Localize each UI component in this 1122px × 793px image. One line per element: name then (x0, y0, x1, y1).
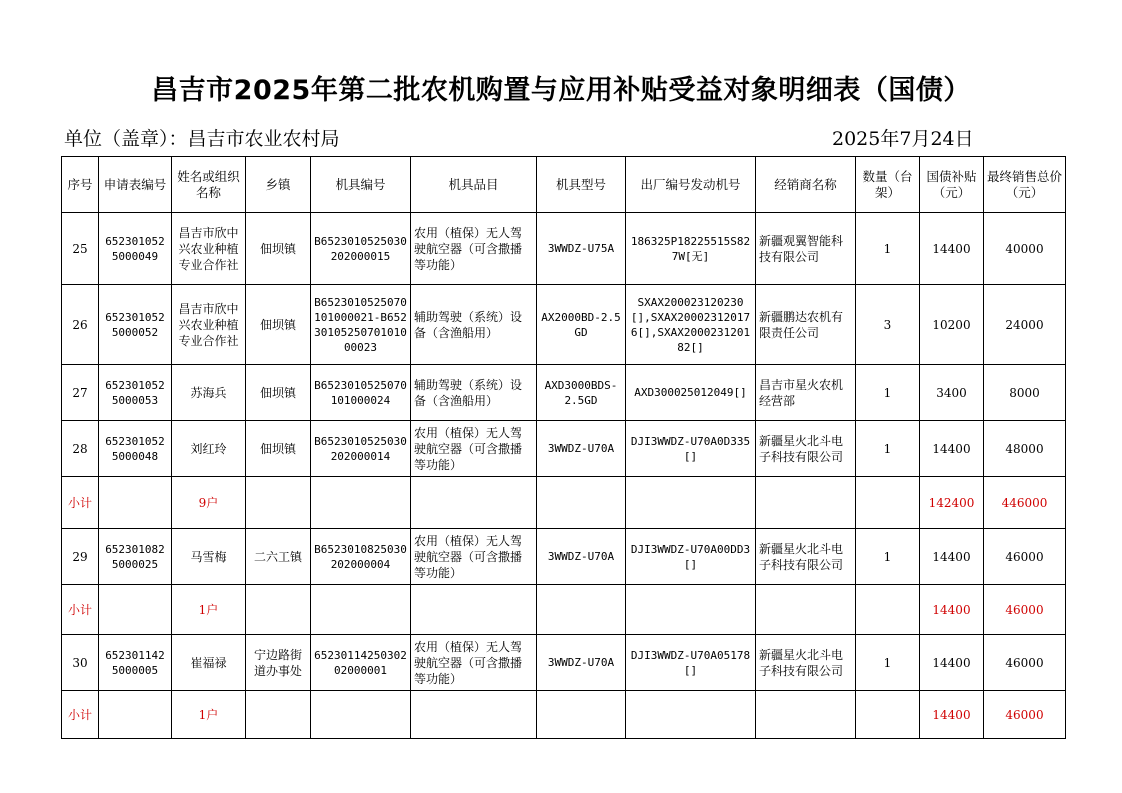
cell-app-no: 6523010525000049 (99, 213, 172, 285)
cell-subsidy: 3400 (920, 365, 984, 421)
empty-cell (856, 691, 920, 739)
cell-app-no: 6523011425000005 (99, 635, 172, 691)
cell-model: 3WWDZ-U75A (537, 213, 626, 285)
subtotal-households: 9户 (172, 477, 246, 529)
cell-total: 40000 (984, 213, 1066, 285)
table-row (62, 635, 1066, 691)
cell-no: 28 (62, 421, 99, 477)
cell-qty: 1 (856, 213, 920, 285)
subtotal-label: 小计 (62, 585, 99, 635)
empty-cell (99, 691, 172, 739)
header-cell: 机具品目 (411, 157, 537, 213)
cell-total: 24000 (984, 285, 1066, 365)
cell-subsidy: 14400 (920, 635, 984, 691)
table-row (62, 421, 1066, 477)
cell-category: 农用（植保）无人驾驶航空器（可含撒播等功能） (411, 213, 537, 285)
cell-model: AXD3000BDS-2.5GD (537, 365, 626, 421)
cell-total: 46000 (984, 529, 1066, 585)
empty-cell (626, 585, 756, 635)
table-row (62, 365, 1066, 421)
cell-total: 48000 (984, 421, 1066, 477)
cell-serial: SXAX200023120230[],SXAX200023120176[],SXAX200023120182[] (626, 285, 756, 365)
empty-cell (756, 691, 856, 739)
header-cell: 申请表编号 (99, 157, 172, 213)
cell-machine-no: B6523010825030202000004 (311, 529, 411, 585)
cell-name: 马雪梅 (172, 529, 246, 585)
cell-dealer: 新疆星火北斗电子科技有限公司 (756, 635, 856, 691)
cell-serial: 186325P18225515S827W[无] (626, 213, 756, 285)
empty-cell (246, 585, 311, 635)
cell-qty: 1 (856, 365, 920, 421)
empty-cell (626, 477, 756, 529)
subtotal-label: 小计 (62, 691, 99, 739)
subtotal-row (62, 585, 1066, 635)
header-cell: 国债补贴（元） (920, 157, 984, 213)
empty-cell (411, 691, 537, 739)
subtotal-row (62, 691, 1066, 739)
table-row (62, 285, 1066, 365)
empty-cell (537, 477, 626, 529)
subtotal-subsidy: 142400 (920, 477, 984, 529)
cell-machine-no: B6523010525030202000014 (311, 421, 411, 477)
subtotal-label: 小计 (62, 477, 99, 529)
cell-total: 46000 (984, 635, 1066, 691)
empty-cell (311, 477, 411, 529)
cell-town: 宁边路街道办事处 (246, 635, 311, 691)
page-title: 昌吉市2025年第二批农机购置与应用补贴受益对象明细表（国债） (151, 75, 971, 106)
empty-cell (411, 585, 537, 635)
unit-label: 单位（盖章）：昌吉市农业农村局 (64, 128, 340, 150)
header-cell: 最终销售总价（元） (984, 157, 1066, 213)
cell-dealer: 新疆观翼智能科技有限公司 (756, 213, 856, 285)
empty-cell (856, 585, 920, 635)
cell-category: 农用（植保）无人驾驶航空器（可含撒播等功能） (411, 421, 537, 477)
cell-no: 27 (62, 365, 99, 421)
cell-subsidy: 14400 (920, 529, 984, 585)
cell-serial: DJI3WWDZ-U70A0D335[] (626, 421, 756, 477)
header-cell: 机具编号 (311, 157, 411, 213)
cell-qty: 1 (856, 421, 920, 477)
cell-app-no: 6523010525000052 (99, 285, 172, 365)
cell-name: 昌吉市欣中兴农业种植专业合作社 (172, 213, 246, 285)
cell-serial: DJI3WWDZ-U70A00DD3[] (626, 529, 756, 585)
subtotal-total: 446000 (984, 477, 1066, 529)
cell-app-no: 6523010525000053 (99, 365, 172, 421)
empty-cell (99, 585, 172, 635)
empty-cell (856, 477, 920, 529)
header-cell: 姓名或组织名称 (172, 157, 246, 213)
subtotal-households: 1户 (172, 585, 246, 635)
header-cell: 经销商名称 (756, 157, 856, 213)
cell-town: 二六工镇 (246, 529, 311, 585)
cell-model: 3WWDZ-U70A (537, 421, 626, 477)
cell-no: 26 (62, 285, 99, 365)
cell-model: AX2000BD-2.5GD (537, 285, 626, 365)
subsidy-table (61, 156, 1066, 739)
cell-machine-no: 6523011425030202000001 (311, 635, 411, 691)
cell-subsidy: 14400 (920, 421, 984, 477)
cell-model: 3WWDZ-U70A (537, 529, 626, 585)
header-cell: 出厂编号发动机号 (626, 157, 756, 213)
empty-cell (246, 691, 311, 739)
cell-name: 昌吉市欣中兴农业种植专业合作社 (172, 285, 246, 365)
empty-cell (246, 477, 311, 529)
report-date: 2025年7月24日 (832, 128, 974, 150)
subtotal-row (62, 477, 1066, 529)
cell-subsidy: 10200 (920, 285, 984, 365)
cell-machine-no: B6523010525030202000015 (311, 213, 411, 285)
cell-name: 刘红玲 (172, 421, 246, 477)
cell-name: 苏海兵 (172, 365, 246, 421)
cell-town: 佃坝镇 (246, 365, 311, 421)
cell-category: 农用（植保）无人驾驶航空器（可含撒播等功能） (411, 635, 537, 691)
empty-cell (537, 691, 626, 739)
cell-no: 29 (62, 529, 99, 585)
cell-qty: 1 (856, 635, 920, 691)
cell-town: 佃坝镇 (246, 421, 311, 477)
empty-cell (756, 477, 856, 529)
cell-category: 辅助驾驶（系统）设备（含渔船用） (411, 365, 537, 421)
subtotal-households: 1户 (172, 691, 246, 739)
cell-serial: DJI3WWDZ-U70A05178[] (626, 635, 756, 691)
cell-machine-no: B6523010525070101000021-B6523010525070101000023 (311, 285, 411, 365)
cell-machine-no: B6523010525070101000024 (311, 365, 411, 421)
cell-model: 3WWDZ-U70A (537, 635, 626, 691)
header-row (62, 157, 1066, 213)
cell-no: 30 (62, 635, 99, 691)
header-cell: 数量（台架） (856, 157, 920, 213)
subtotal-subsidy: 14400 (920, 585, 984, 635)
cell-no: 25 (62, 213, 99, 285)
header-cell: 乡镇 (246, 157, 311, 213)
empty-cell (311, 691, 411, 739)
subtotal-subsidy: 14400 (920, 691, 984, 739)
header-cell: 序号 (62, 157, 99, 213)
subtotal-total: 46000 (984, 691, 1066, 739)
cell-total: 8000 (984, 365, 1066, 421)
cell-town: 佃坝镇 (246, 285, 311, 365)
empty-cell (311, 585, 411, 635)
cell-serial: AXD300025012049[] (626, 365, 756, 421)
subtotal-total: 46000 (984, 585, 1066, 635)
empty-cell (626, 691, 756, 739)
cell-category: 农用（植保）无人驾驶航空器（可含撒播等功能） (411, 529, 537, 585)
cell-category: 辅助驾驶（系统）设备（含渔船用） (411, 285, 537, 365)
cell-dealer: 新疆鹏达农机有限责任公司 (756, 285, 856, 365)
cell-dealer: 昌吉市星火农机经营部 (756, 365, 856, 421)
empty-cell (411, 477, 537, 529)
empty-cell (756, 585, 856, 635)
empty-cell (99, 477, 172, 529)
cell-dealer: 新疆星火北斗电子科技有限公司 (756, 421, 856, 477)
cell-app-no: 6523010825000025 (99, 529, 172, 585)
cell-subsidy: 14400 (920, 213, 984, 285)
table-row (62, 213, 1066, 285)
empty-cell (537, 585, 626, 635)
cell-town: 佃坝镇 (246, 213, 311, 285)
header-cell: 机具型号 (537, 157, 626, 213)
cell-app-no: 6523010525000048 (99, 421, 172, 477)
cell-qty: 1 (856, 529, 920, 585)
cell-qty: 3 (856, 285, 920, 365)
table-row (62, 529, 1066, 585)
cell-name: 崔福禄 (172, 635, 246, 691)
cell-dealer: 新疆星火北斗电子科技有限公司 (756, 529, 856, 585)
